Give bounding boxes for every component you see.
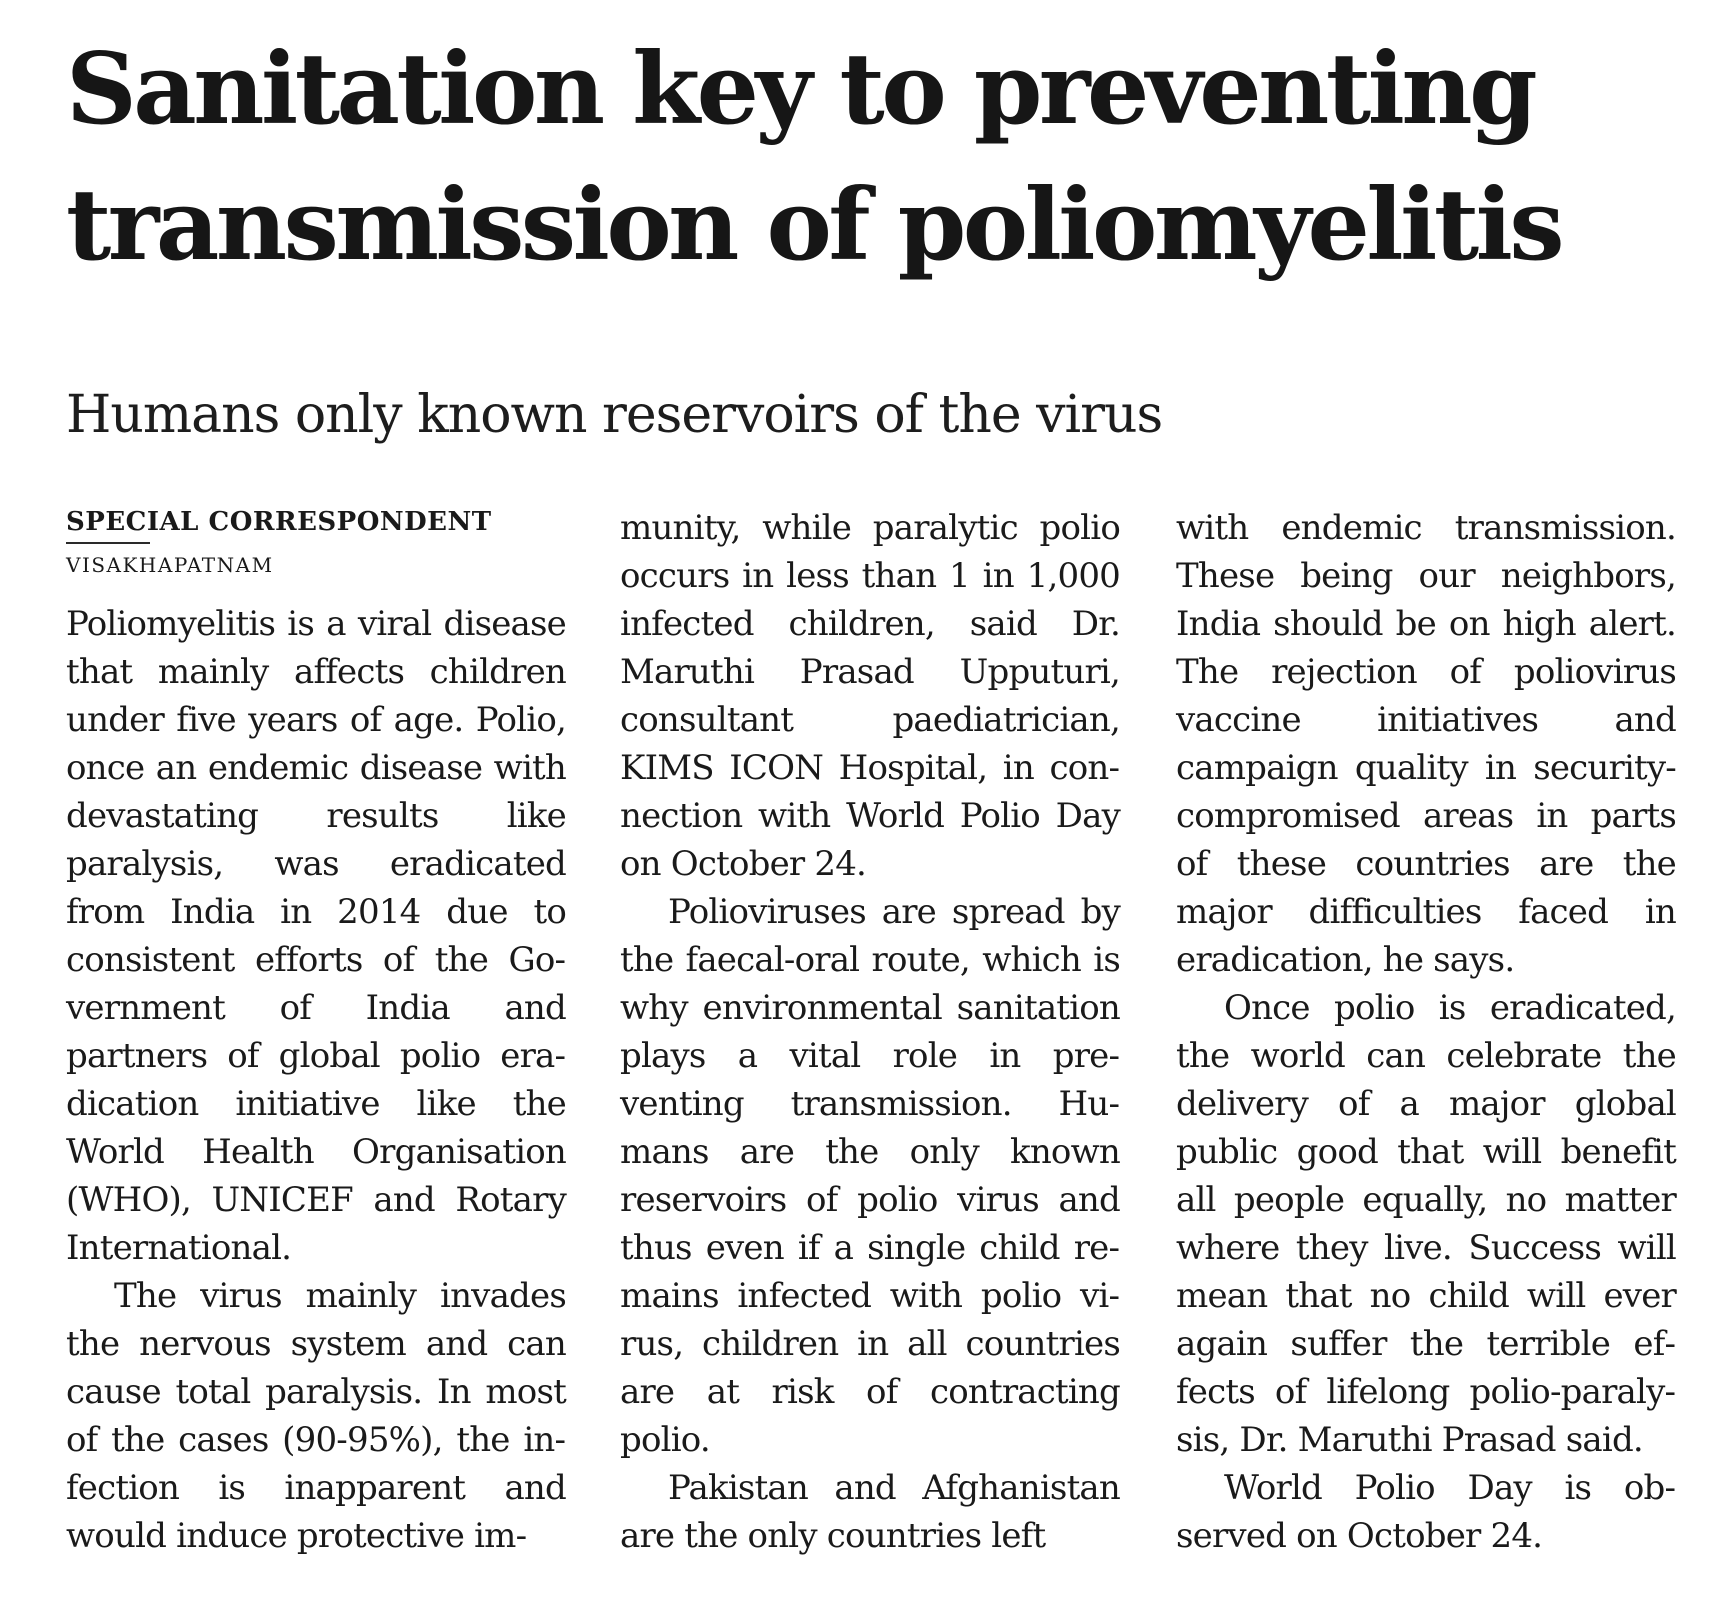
headline-line-1: Sanitation key to preventing [66, 32, 1535, 147]
article-paragraph: The virus mainly invades the nervous system and can cause total paralysis. In most of the cases (90-95%), the infection is inapparent and would induce protective im- [66, 1276, 566, 1556]
headline-line-2: transmission of poliomyelitis [66, 168, 1562, 283]
standfirst: Humans only known reservoirs of the virus [66, 385, 1163, 445]
article-column-3 [1176, 504, 1676, 1560]
byline-rule [66, 542, 150, 544]
article-column-2 [620, 504, 1120, 1560]
byline-place: VISAKHAPATNAM [66, 553, 274, 577]
article-paragraph: munity, while paralytic polio occurs in less than 1 in 1,000 infected children, said Dr. Maruthi Prasad Upputuri, consultant paediatrician, KIMS ICON Hospital, in connection with World Polio Day on October 24. [620, 508, 1120, 884]
byline-name: SPECIAL CORRESPONDENT [66, 507, 492, 537]
article-column-1 [66, 600, 566, 1560]
article-paragraph: Pakistan and Afghanistan are the only countries left [620, 1468, 1120, 1556]
article-paragraph: Once polio is eradicated, the world can celebrate the delivery of a major global public good that will benefit all people equally, no matter where they live. Success will mean that no child will ever again suffer the terrible effects of lifelong polio-paralysis, Dr. Maruthi Prasad said. [1176, 988, 1676, 1460]
article-paragraph: World Polio Day is observed on October 24. [1176, 1468, 1676, 1556]
byline [66, 504, 566, 580]
article-paragraph: Poliomyelitis is a viral disease that mainly affects children under five years of age. Polio, once an endemic disease with devastating results like paralysis, was eradicated from India in 2014 due to consistent efforts of the Government of India and partners of global polio eradication initiative like the World Health Organisation (WHO), UNICEF and Rotary International. [66, 604, 566, 1268]
article-paragraph: Polioviruses are spread by the faecal-oral route, which is why environmental sanitation plays a vital role in preventing transmission. Humans are the only known reservoirs of polio virus and thus even if a single child remains infected with polio virus, children in all countries are at risk of contracting polio. [620, 892, 1120, 1460]
article-paragraph: with endemic transmission. These being our neighbors, India should be on high alert. The rejection of poliovirus vaccine initiatives and campaign quality in security-compromised areas in parts of these countries are the major difficulties faced in eradication, he says. [1176, 508, 1676, 980]
headline [66, 22, 1706, 294]
